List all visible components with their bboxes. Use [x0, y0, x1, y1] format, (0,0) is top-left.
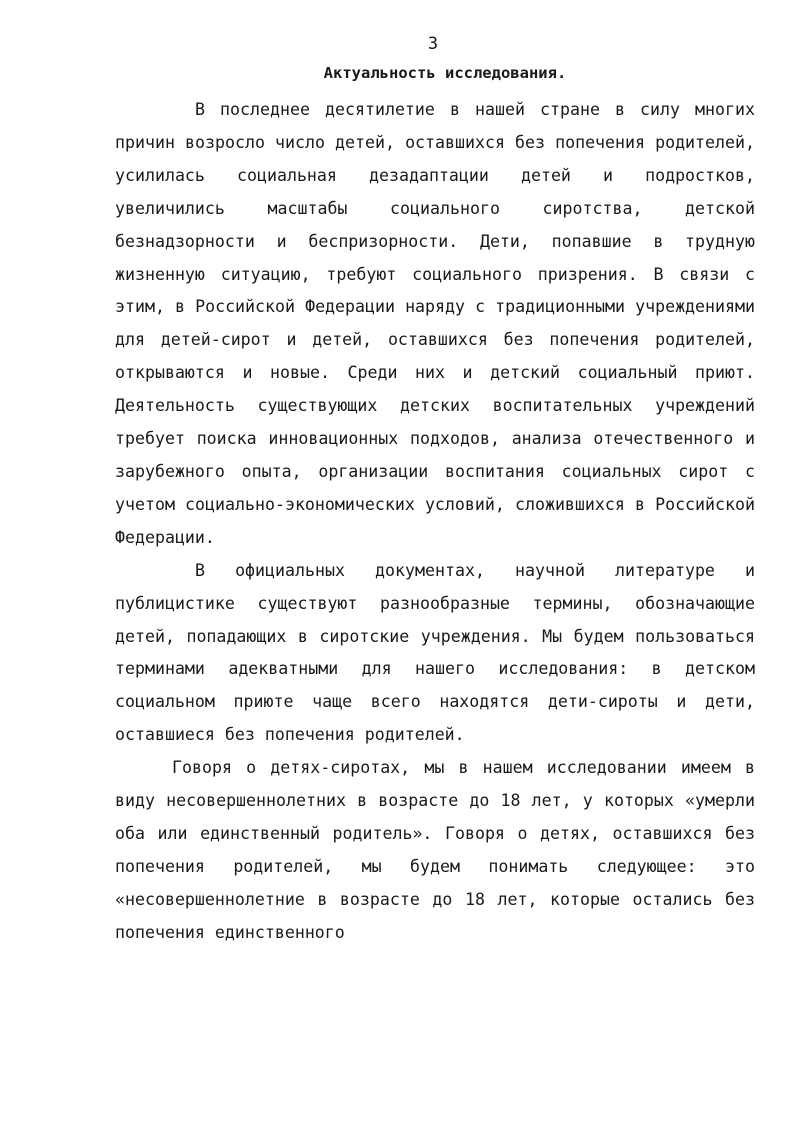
paragraph-orphans-definition: Говоря о детях-сиротах, мы в нашем исследовании имеем в виду несовершеннолетних в возрасте до 18 лет, у которых «умерли оба или единственный родитель». Говоря о детях, оставшихся без попечения родителей, мы будем понимать следующее: это «несовершеннолетние в возрасте до 18 лет, которые остались без попечения единственного [115, 758, 755, 942]
section-title: Актуальность исследования. [323, 64, 567, 82]
paragraph-terminology: В официальных документах, научной литературе и публицистике существуют разнообразные термины, обозначающие детей, попадающих в сиротские учреждения. Мы будем пользоваться терминами адекватными для нашего исследования: в детском социальном приюте чаще всего находятся дети-сироты и дети, оставшиеся без попечения родителей. [115, 560, 755, 745]
body-text [115, 94, 755, 950]
paragraph-relevance: В последнее десятилетие в нашей стране в силу многих причин возросло число детей, оставшихся без попечения родителей, усилилась социальная дезадаптации детей и подростков, увеличились масштабы социального сиротства, детской безнадзорности и беспризорности. Дети, попавшие в трудную жизненную ситуацию, требуют социального призрения. В связи с этим, в Российской Федерации наряду с традиционными учреждениями для детей-сирот и детей, оставшихся без попечения родителей, открываются и новые. Среди них и детский социальный приют. Деятельность существующих детских воспитательных учреждений требует поиска инновационных подходов, анализа отечественного и зарубежного опыта, организации воспитания социальных сирот с учетом социально-экономических условий, сложившихся в Российской Федерации. [115, 100, 755, 547]
page-number: 3 [427, 34, 439, 54]
